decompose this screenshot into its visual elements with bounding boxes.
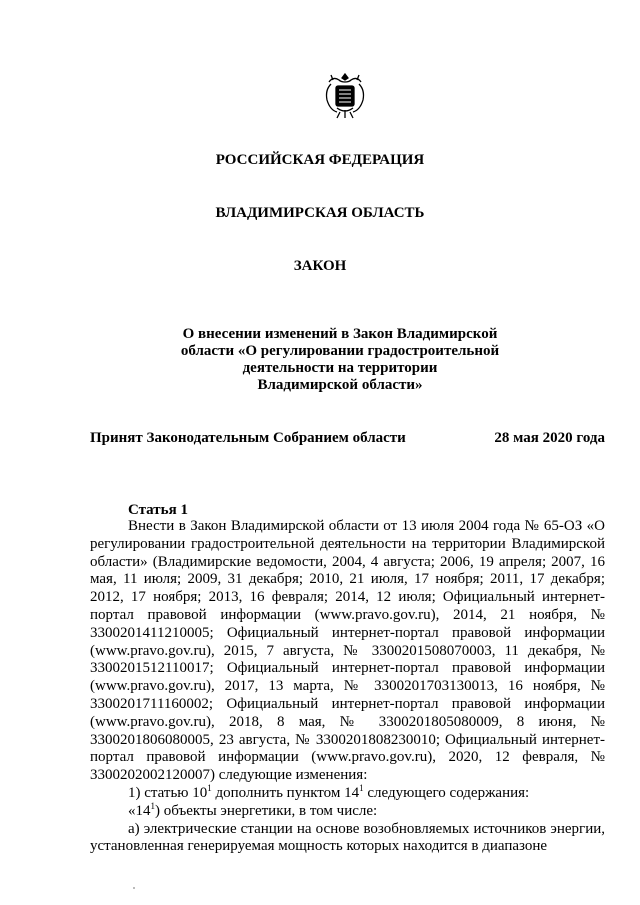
scan-speck	[133, 887, 135, 889]
adoption-date: 28 мая 2020 года	[494, 430, 605, 446]
article-intro-paragraph: Внести в Закон Владимирской области от 13 июля 2004 года № 65-ОЗ «О регулировании градостроительной деятельности на территории Владимирской области» (Владимирские ведомости, 2004, 4 августа; 2006, 19 апреля; 2007, 16 мая, 11 июля; 2009, 31 декабря; 2010, 21 июля, 17 ноября; 2011, 17 декабря; 2012, 17 ноября; 2013, 16 февраля; 2014, 12 июля; Официальный интернет-портал правовой информации (www.pravo.gov.ru), 2014, 21 ноября, № 3300201411210005; Официальный интернет-портал правовой информации (www.pravo.gov.ru), 2015, 7 августа, № 3300201508070003, 11 декабря, № 3300201512110017; Официальный интернет-портал правовой информации (www.pravo.gov.ru), 2017, 13 марта, № 3300201703130013, 16 ноября, № 3300201711160002; Официальный интернет-портал правовой информации (www.pravo.gov.ru), 2018, 8 мая, № 3300201805080009, 8 июня, № 3300201806080005, 23 августа, № 3300201808230010; Официальный интернет-портал правовой информации (www.pravo.gov.ru), 2020, 12 февраля, № 3300202002120007) следующие изменения:	[90, 518, 605, 784]
amendment-item-1: 1) статью $10^1$ дополнить пунктом $14^1$ следующего содержания:	[128, 782, 530, 801]
region-heading: ВЛАДИМИРСКАЯ ОБЛАСТЬ	[215, 205, 425, 221]
document-type-heading: ЗАКОН	[293, 258, 347, 274]
coat-of-arms-emblem	[323, 70, 367, 122]
adoption-label: Принят Законодательным Собранием области	[90, 430, 406, 446]
law-title-line: деятельности на территории	[242, 360, 438, 376]
law-title	[90, 326, 590, 394]
adoption-line	[90, 430, 605, 447]
law-title-line: О внесении изменений в Закон Владимирской	[182, 326, 498, 342]
country-heading: РОССИЙСКАЯ ФЕДЕРАЦИЯ	[215, 152, 425, 168]
article-body	[90, 518, 605, 856]
law-title-line: области «О регулировании градостроительной	[180, 343, 500, 359]
law-title-line: Владимирской области»	[257, 377, 423, 393]
quoted-point: «$14^1$) объекты энергетики, в том числе:	[128, 800, 378, 819]
article-heading: Статья 1	[128, 502, 188, 518]
subpoint-a: а) электрические станции на основе возобновляемых источников энергии, установленная генерируемая мощность которых находится в диапазоне	[90, 820, 605, 855]
